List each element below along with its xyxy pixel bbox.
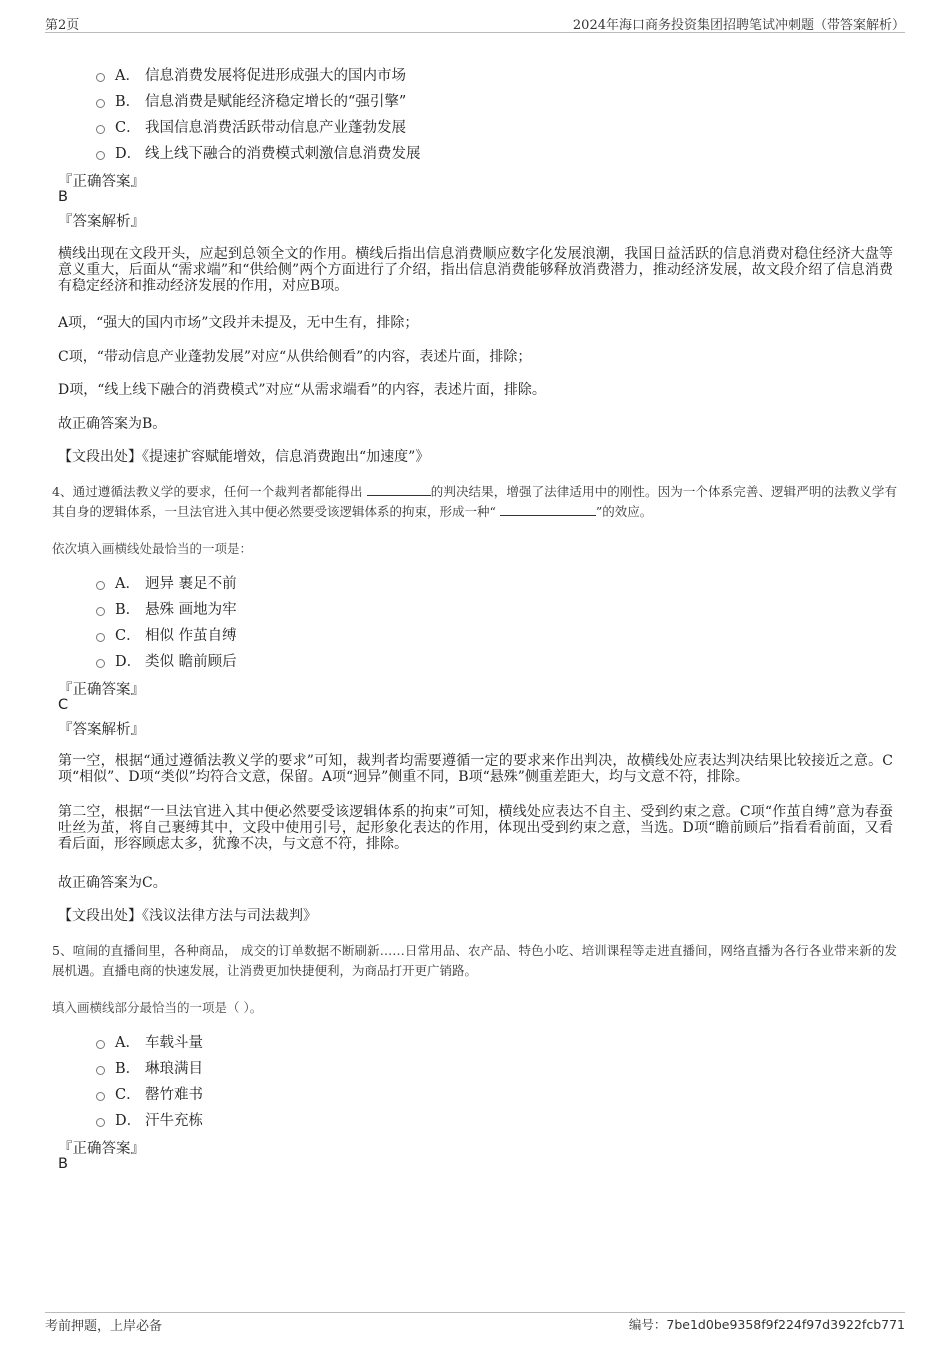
radio-icon[interactable]	[96, 99, 105, 108]
q5-instruction: 填入画横线部分最恰当的一项是（ ）。	[52, 1000, 263, 1015]
q4-analysis-paragraph: 第二空，根据“一旦法官进入其中便必然要受该逻辑体系的拘束”可知，横线处应表达不自主、受到约束之意。C项“作茧自缚”意为春蚕吐丝为茧，将自己裹缚其中，文段中使用引号，起形象化表达的作用，体现出受到约束之意，当选。D项“瞻前顾后”指看看前面，又看看后面，形容顾虑太多，犹豫不决，与文意不符，排除。	[58, 804, 893, 852]
question-number: 5、	[52, 943, 73, 958]
q3-source: 【文段出处】《提速扩容赋能增效，信息消费跑出“加速度”》	[58, 449, 430, 465]
radio-icon[interactable]	[96, 1040, 105, 1049]
q5-options	[96, 1028, 203, 1132]
q3-analysis-paragraph: 横线出现在文段开头，应起到总领全文的作用。横线后指出信息消费顺应数字化发展浪潮，我国日益活跃的信息消费对稳住经济大盘等意义重大，后面从“需求端”和“供给侧”两个方面进行了介绍，指出信息消费能够释放消费潜力，推动经济发展，故文段介绍了信息消费有稳定经济和推动经济发展的作用，对应B项。	[58, 246, 893, 294]
page-header	[45, 14, 905, 33]
q4-answer: C	[58, 697, 69, 713]
radio-icon[interactable]	[96, 125, 105, 134]
q4-options	[96, 569, 237, 673]
q5-answer-label: 『正确答案』	[58, 1141, 145, 1157]
q4-analysis-paragraph: 第一空，根据“通过遵循法教义学的要求”可知，裁判者均需要遵循一定的要求来作出判决，故横线处应表达判决结果比较接近之意。C项“相似”、D项“类似”均符合文意，保留。A项“迥异”侧重不同，B项“悬殊”侧重差距大，均与文意不符，排除。	[58, 753, 893, 785]
radio-icon[interactable]	[96, 659, 105, 668]
document-title: 2024年海口商务投资集团招聘笔试冲刺题（带答案解析）	[572, 18, 905, 33]
q3-analysis-paragraph: C项，“带动信息产业蓬勃发展”对应“从供给侧看”的内容，表述片面，排除；	[58, 349, 532, 365]
q4-source: 【文段出处】《浅议法律方法与司法裁判》	[58, 908, 317, 924]
q3-option-a[interactable]: A． 信息消费发展将促进形成强大的国内市场	[96, 61, 421, 87]
q3-analysis-conclusion: 故正确答案为B。	[58, 416, 167, 432]
q3-answer-label: 『正确答案』	[58, 174, 145, 190]
q3-answer: B	[58, 189, 68, 205]
q3-analysis-paragraph: D项，“线上线下融合的消费模式”对应“从需求端看”的内容，表述片面，排除。	[58, 382, 546, 398]
footer-slogan: 考前押题，上岸必备	[45, 1319, 163, 1334]
radio-icon[interactable]	[96, 607, 105, 616]
radio-icon[interactable]	[96, 633, 105, 642]
q5-option-c[interactable]: C． 罄竹难书	[96, 1080, 203, 1106]
q3-options	[96, 61, 421, 165]
footer-doc-id: 编号：7be1d0be9358f9f224f97d3922fcb771	[628, 1317, 905, 1332]
q4-analysis-conclusion: 故正确答案为C。	[58, 875, 167, 891]
q4-instruction: 依次填入画横线处最恰当的一项是：	[52, 541, 253, 556]
page-footer	[45, 1312, 905, 1335]
question-number: 4、	[52, 484, 73, 499]
q4-option-a[interactable]: A． 迥异 裹足不前	[96, 569, 237, 595]
radio-icon[interactable]	[96, 73, 105, 82]
q3-analysis-label: 『答案解析』	[58, 214, 145, 230]
radio-icon[interactable]	[96, 151, 105, 160]
q3-option-b[interactable]: B． 信息消费是赋能经济稳定增长的“强引擎”	[96, 87, 421, 113]
q5-option-b[interactable]: B． 琳琅满目	[96, 1054, 203, 1080]
q3-option-d[interactable]: D． 线上线下融合的消费模式刺激信息消费发展	[96, 139, 421, 165]
blank-line[interactable]	[500, 503, 596, 516]
radio-icon[interactable]	[96, 1066, 105, 1075]
q4-answer-label: 『正确答案』	[58, 682, 145, 698]
q5-answer: B	[58, 1156, 68, 1172]
q4-analysis-label: 『答案解析』	[58, 722, 145, 738]
q3-analysis-paragraph: A项，“强大的国内市场”文段并未提及，无中生有，排除；	[58, 315, 419, 331]
q4-option-c[interactable]: C． 相似 作茧自缚	[96, 621, 237, 647]
q5-option-a[interactable]: A． 车载斗量	[96, 1028, 203, 1054]
radio-icon[interactable]	[96, 1118, 105, 1127]
q3-option-c[interactable]: C． 我国信息消费活跃带动信息产业蓬勃发展	[96, 113, 421, 139]
blank-line[interactable]	[367, 483, 431, 496]
q4-option-d[interactable]: D． 类似 瞻前顾后	[96, 647, 237, 673]
q4-option-b[interactable]: B． 悬殊 画地为牢	[96, 595, 237, 621]
q5-option-d[interactable]: D． 汗牛充栋	[96, 1106, 203, 1132]
radio-icon[interactable]	[96, 581, 105, 590]
page-number: 第2页	[45, 18, 80, 33]
q5-stem: 5、喧闹的直播间里，各种商品， 成交的订单数据不断刷新……日常用品、农产品、特色小吃、培训课程等走进直播间，网络直播为各行各业带来新的发展机遇。直播电商的快速发展，让消费更加快捷便利，为商品打开更广销路。	[52, 943, 897, 978]
radio-icon[interactable]	[96, 1092, 105, 1101]
q4-stem: 4、通过遵循法教义学的要求，任何一个裁判者都能得出 的判决结果，增强了法律适用中的刚性。因为一个体系完善、逻辑严明的法教义学有其自身的逻辑体系，一旦法官进入其中便必然要受该逻辑体系的拘束，形成一种“ ”的效应。	[52, 484, 897, 519]
